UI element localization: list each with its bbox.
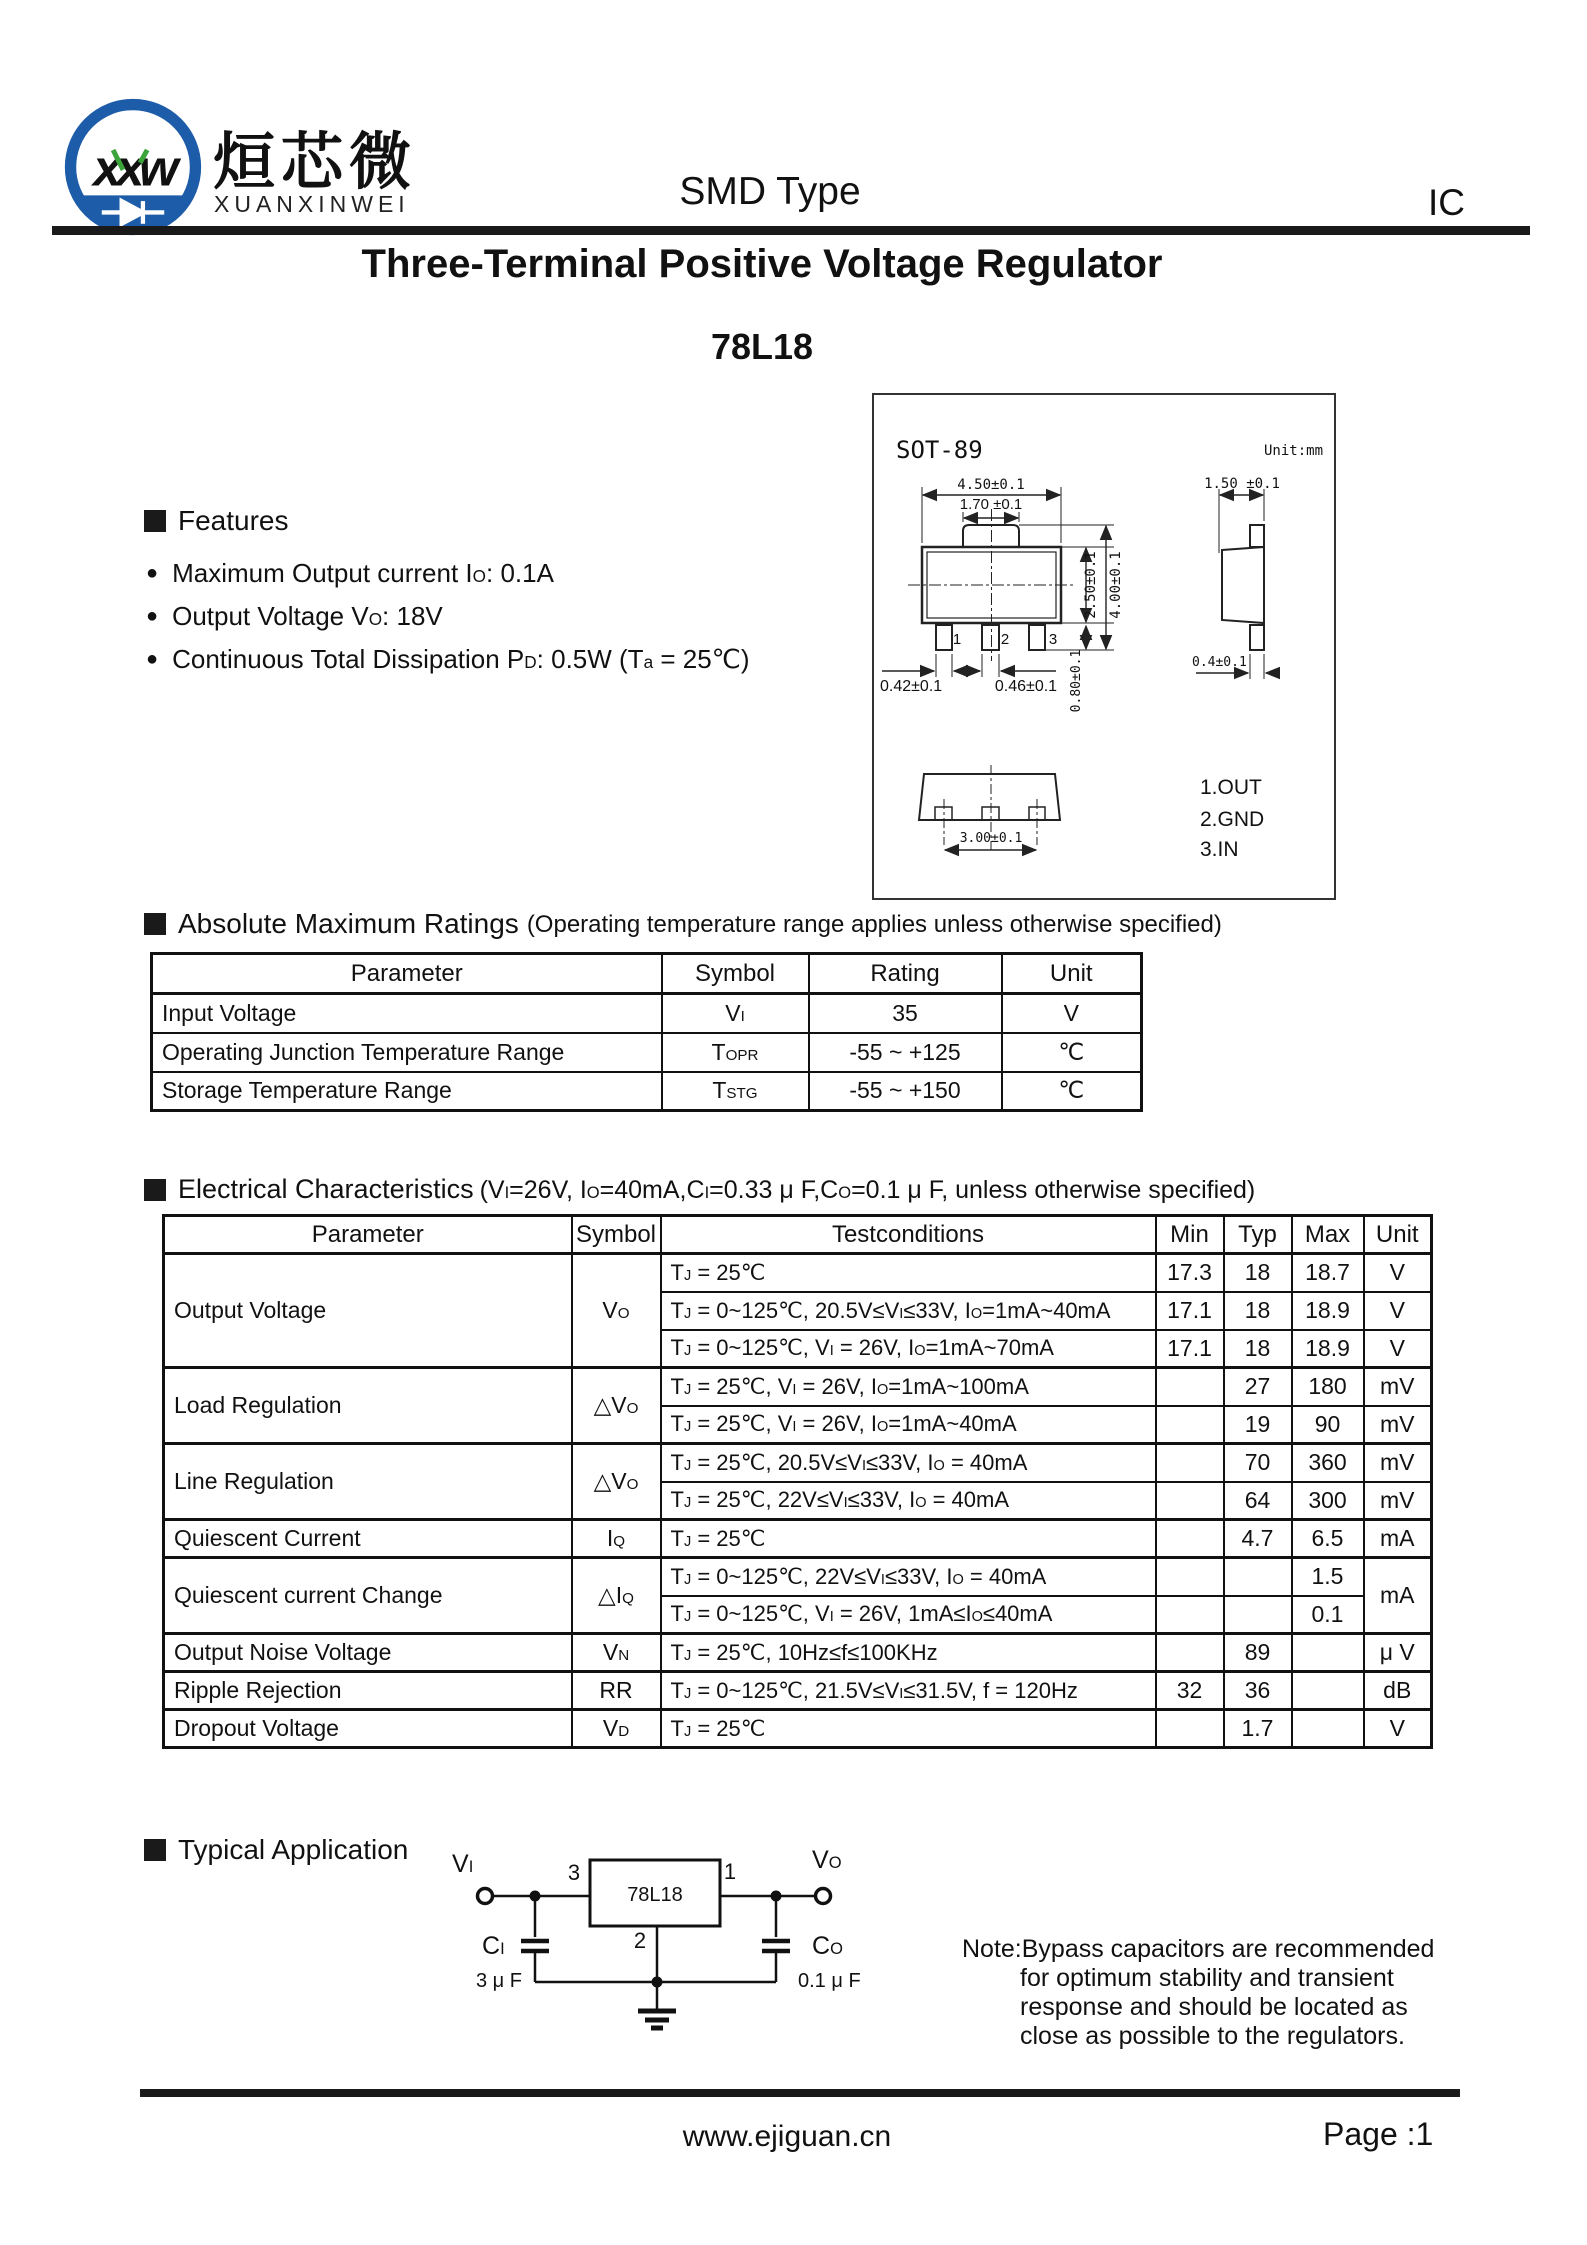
output-voltage-label: VO: [812, 1846, 842, 1874]
dim-side-width: 1.50 ±0.1: [1204, 476, 1280, 492]
company-logo: [62, 96, 204, 238]
brand-chinese: 烜芯微: [213, 128, 418, 197]
feature-text: Maximum Output current IO: 0.1A: [172, 558, 554, 588]
table-row: TJ = 25℃, VI = 26V, IO=1mA~40mA 19 90 mV: [164, 1406, 1432, 1444]
dim-pin-span: 3.00±0.1: [959, 831, 1023, 846]
table-row: TJ = 0~125℃, VI = 26V, 1mA≤IO≤40mA 0.1: [164, 1596, 1432, 1634]
logo-monogram: xxw: [93, 139, 173, 197]
table-row: Quiescent Current IQ TJ = 25℃ 4.7 6.5 mA: [164, 1520, 1432, 1558]
table-row: Output Voltage VO TJ = 25℃ 17.3 18 18.7 V: [164, 1254, 1432, 1292]
dim-pin-thickness: 0.4±0.1: [1192, 655, 1247, 670]
abs-max-table: [150, 952, 1143, 1112]
col-header: Symbol: [662, 954, 809, 994]
section-marker-icon: [144, 1179, 166, 1201]
dim-total-height: 4.00±0.1: [1108, 551, 1124, 619]
col-header: Rating: [809, 954, 1002, 994]
circuit-chip-label: 78L18: [627, 1884, 683, 1906]
circuit-pin-out: 1: [723, 1859, 737, 1884]
bullet-icon: ●: [146, 562, 159, 584]
features-heading: Features: [144, 505, 289, 537]
cap-out-label: CO: [812, 1932, 843, 1960]
table-row: TJ = 25℃, 22V≤VI≤33V, IO = 40mA 64 300 mV: [164, 1482, 1432, 1520]
pin-name-out: 1.OUT: [1200, 776, 1262, 799]
table-row: Input Voltage VI 35 V: [152, 994, 1142, 1033]
col-header: Parameter: [152, 954, 662, 994]
cap-in-value: 3 μ F: [476, 1970, 522, 1992]
circuit-diagram: [440, 1846, 861, 2040]
footer-rule: [140, 2089, 1460, 2097]
section-marker-icon: [144, 1839, 166, 1861]
dim-body-height: 2.50±0.1: [1083, 551, 1099, 619]
bullet-icon: ●: [146, 605, 159, 627]
pin-number: 3: [1048, 631, 1058, 648]
doc-type-label: SMD Type: [679, 170, 861, 213]
dim-pin-length: 0.80±0.1: [1069, 649, 1084, 713]
table-row: Dropout Voltage VD TJ = 25℃ 1.7 V: [164, 1710, 1432, 1748]
table-row: Output Noise Voltage VN TJ = 25℃, 10Hz≤f≤100KHz 89 μ V: [164, 1634, 1432, 1672]
cap-in-label: CI: [482, 1932, 505, 1960]
feature-item: [146, 601, 443, 632]
dim-pin-width: 0.42±0.1: [880, 678, 943, 695]
table-row: Storage Temperature Range TSTG -55 ~ +150 ℃: [152, 1072, 1142, 1111]
cap-out-value: 0.1 μ F: [798, 1970, 861, 1992]
package-drawing: [874, 395, 1330, 894]
pin-name-in: 3.IN: [1200, 838, 1239, 861]
table-row: Ripple Rejection RR TJ = 0~125℃, 21.5V≤VI≤31.5V, f = 120Hz 32 36 dB: [164, 1672, 1432, 1710]
input-voltage-label: VI: [452, 1850, 474, 1878]
footer-page-number: Page :1: [1323, 2116, 1434, 2152]
footer-website: www.ejiguan.cn: [682, 2120, 892, 2153]
package-name-label: SOT-89: [896, 436, 983, 464]
ic-label: IC: [1428, 182, 1465, 223]
application-note: [962, 1935, 1434, 2051]
header-rule: [52, 226, 1530, 235]
pin-number: 1: [952, 631, 962, 648]
table-row: TJ = 0~125℃, VI = 26V, IO=1mA~70mA 17.1 18 18.9 V: [164, 1330, 1432, 1368]
circuit-pin-gnd: 2: [633, 1928, 647, 1953]
note-line: Note:Bypass capacitors are recommended: [962, 1935, 1435, 1963]
section-marker-icon: [144, 510, 166, 532]
pin-name-gnd: 2.GND: [1200, 808, 1265, 831]
dim-tab-width: 1.70 ±0.1: [959, 496, 1023, 513]
application-heading: Typical Application: [144, 1834, 408, 1866]
note-line: response and should be located as: [1020, 1993, 1408, 2021]
bullet-icon: ●: [146, 648, 159, 670]
page-title: Three-Terminal Positive Voltage Regulator: [361, 242, 1163, 286]
feature-item: [146, 558, 554, 589]
table-row: Load Regulation △VO TJ = 25℃, VI = 26V, IO=1mA~100mA 27 180 mV: [164, 1368, 1432, 1406]
abs-max-heading: Absolute Maximum Ratings (Operating temperature range applies unless otherwise specified): [144, 908, 1222, 940]
feature-text: Output Voltage VO: 18V: [172, 601, 443, 631]
table-row: TJ = 0~125℃, 20.5V≤VI≤33V, IO=1mA~40mA 17.1 18 18.9 V: [164, 1292, 1432, 1330]
feature-text: Continuous Total Dissipation PD: 0.5W (Ta = 25℃): [172, 644, 750, 674]
note-line: close as possible to the regulators.: [1020, 2022, 1405, 2050]
table-row: Line Regulation △VO TJ = 25℃, 20.5V≤VI≤33V, IO = 40mA 70 360 mV: [164, 1444, 1432, 1482]
col-header: Unit: [1002, 954, 1142, 994]
table-row: Quiescent current Change △IQ TJ = 0~125℃, 22V≤VI≤33V, IO = 40mA 1.5 mA: [164, 1558, 1432, 1596]
package-outline-box: [872, 393, 1336, 900]
elec-heading: Electrical Characteristics (VI=26V, IO=40mA,CI=0.33 μ F,CO=0.1 μ F, unless otherwise specified): [144, 1174, 1255, 1205]
feature-item: [146, 644, 750, 675]
elec-table: Parameter Symbol Testconditions Min Typ Max Unit Output Voltage VO TJ = 25℃ 17.3 18 18.7 V TJ = 0~125℃, 20.5V≤VI≤33V, IO=1mA~40mA 17.1 18 18.9 V TJ = 0~125℃, VI = 26V, IO=1mA~70mA 17.1 18 18.9 V Load Regulation △VO TJ = 25℃, VI = 26V, IO=1mA~100mA 27 180 mV TJ = 25℃, VI = 26V, IO=1mA~40mA 19 90 mV Line Regulation △VO TJ = 25℃, 20.5V≤VI≤33V, IO = 40mA 70 360 mV TJ = 25℃, 22V≤VI≤33V, IO = 40mA 64 300 mV Quiescent Current IQ TJ = 25℃ 4.7 6.5 mA Quiescent current Change △IQ TJ = 0~125℃, 22V≤VI≤33V, IO = 40mA 1.5 mA TJ = 0~125℃, VI = 26V, 1mA≤IO≤40mA 0.1 Output Noise Voltage VN TJ = 25℃, 10Hz≤f≤100KHz 89 μ V Ripple Rejection RR TJ = 0~125℃, 21.5V≤VI≤31.5V, f = 120Hz 32 36 dB Dropout Voltage VD TJ = 25℃ 1.7 V: [162, 1214, 1433, 1749]
dim-pin-pitch: 0.46±0.1: [994, 678, 1058, 695]
dim-top-width: 4.50±0.1: [957, 477, 1025, 493]
unit-label: Unit:mm: [1264, 443, 1324, 459]
note-line: for optimum stability and transient: [1020, 1964, 1394, 1992]
pin-number: 2: [1000, 631, 1010, 648]
circuit-pin-in: 3: [567, 1860, 581, 1885]
brand-english: XUANXINWEI: [214, 191, 410, 217]
table-row: Operating Junction Temperature Range TOPR -55 ~ +125 ℃: [152, 1033, 1142, 1072]
section-marker-icon: [144, 913, 166, 935]
part-number: 78L18: [710, 326, 814, 367]
